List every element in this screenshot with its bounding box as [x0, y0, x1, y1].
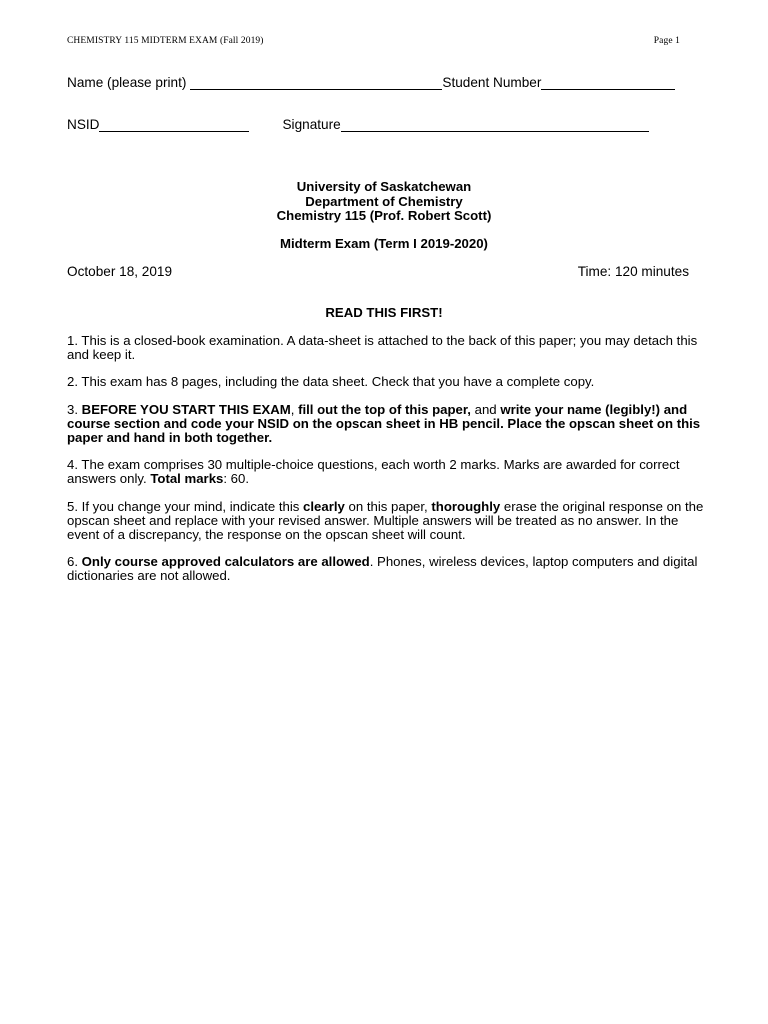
header-course-title: CHEMISTRY 115 MIDTERM EXAM (Fall 2019)	[67, 36, 264, 46]
title-block	[67, 180, 701, 224]
nsid-label: NSID	[67, 117, 100, 132]
page-number: Page 1	[653, 36, 680, 46]
instructions-list	[67, 334, 707, 597]
instruction-6: 6. Only course approved calculators are allowed. Phones, wireless devices, laptop computers and digital dictionaries are not allowed.	[67, 554, 698, 584]
exam-title: Midterm Exam (Term I 2019-2020)	[280, 236, 488, 251]
signature-blank	[341, 116, 649, 132]
university-name: University of Saskatchewan	[296, 179, 472, 194]
name-label: Name (please print)	[67, 75, 187, 90]
emphasis-text: clearly	[303, 498, 345, 514]
instruction-2: 2. This exam has 8 pages, including the data sheet. Check that you have a complete copy.	[67, 374, 595, 390]
signature-label: Signature	[282, 117, 341, 132]
date-time-row	[67, 264, 689, 279]
instruction-5: 5. If you change your mind, indicate this clearly on this paper, thoroughly erase the original response on the opscan sheet and replace with your revised answer. Multiple answers will be treated as no answer. In the event of a discrepancy, the response on the opscan sheet will count.	[67, 498, 704, 543]
exam-duration: Time: 120 minutes	[577, 264, 689, 279]
course-name: Chemistry 115 (Prof. Robert Scott)	[276, 208, 492, 223]
read-this-first-heading: READ THIS FIRST!	[325, 305, 443, 320]
emphasis-text: Only course approved calculators are allowed	[81, 554, 370, 570]
name-blank	[190, 74, 442, 90]
instruction-3: 3. BEFORE YOU START THIS EXAM, fill out the top of this paper, and write your name (legibly!) and course section and code your NSID on the opscan sheet in HB pencil. Place the opscan sheet on this paper and hand in both together.	[67, 401, 701, 446]
name-student-row	[67, 74, 701, 92]
emphasis-text: thoroughly	[431, 498, 501, 514]
emphasis-text: fill out the top of this paper,	[298, 401, 471, 417]
emphasis-text: write your name (legibly!) and course section and code your NSID on the opscan sheet in HB pencil. Place the opscan sheet on this paper and hand in both together.	[67, 401, 701, 446]
running-header	[67, 36, 680, 46]
emphasis-text: BEFORE YOU START THIS EXAM	[81, 401, 291, 417]
nsid-signature-row	[67, 116, 663, 134]
nsid-blank	[99, 116, 249, 132]
exam-date: October 18, 2019	[67, 264, 173, 279]
instruction-1: 1. This is a closed-book examination. A data-sheet is attached to the back of this paper; you may detach this and keep it.	[67, 333, 698, 363]
emphasis-text: Total marks	[150, 471, 224, 487]
student-number-label: Student Number	[442, 75, 542, 90]
student-number-blank	[541, 74, 675, 90]
department-name: Department of Chemistry	[305, 193, 463, 209]
instruction-4: 4. The exam comprises 30 multiple-choice questions, each worth 2 marks. Marks are awarded for correct answers only. Total marks: 60.	[67, 457, 680, 487]
